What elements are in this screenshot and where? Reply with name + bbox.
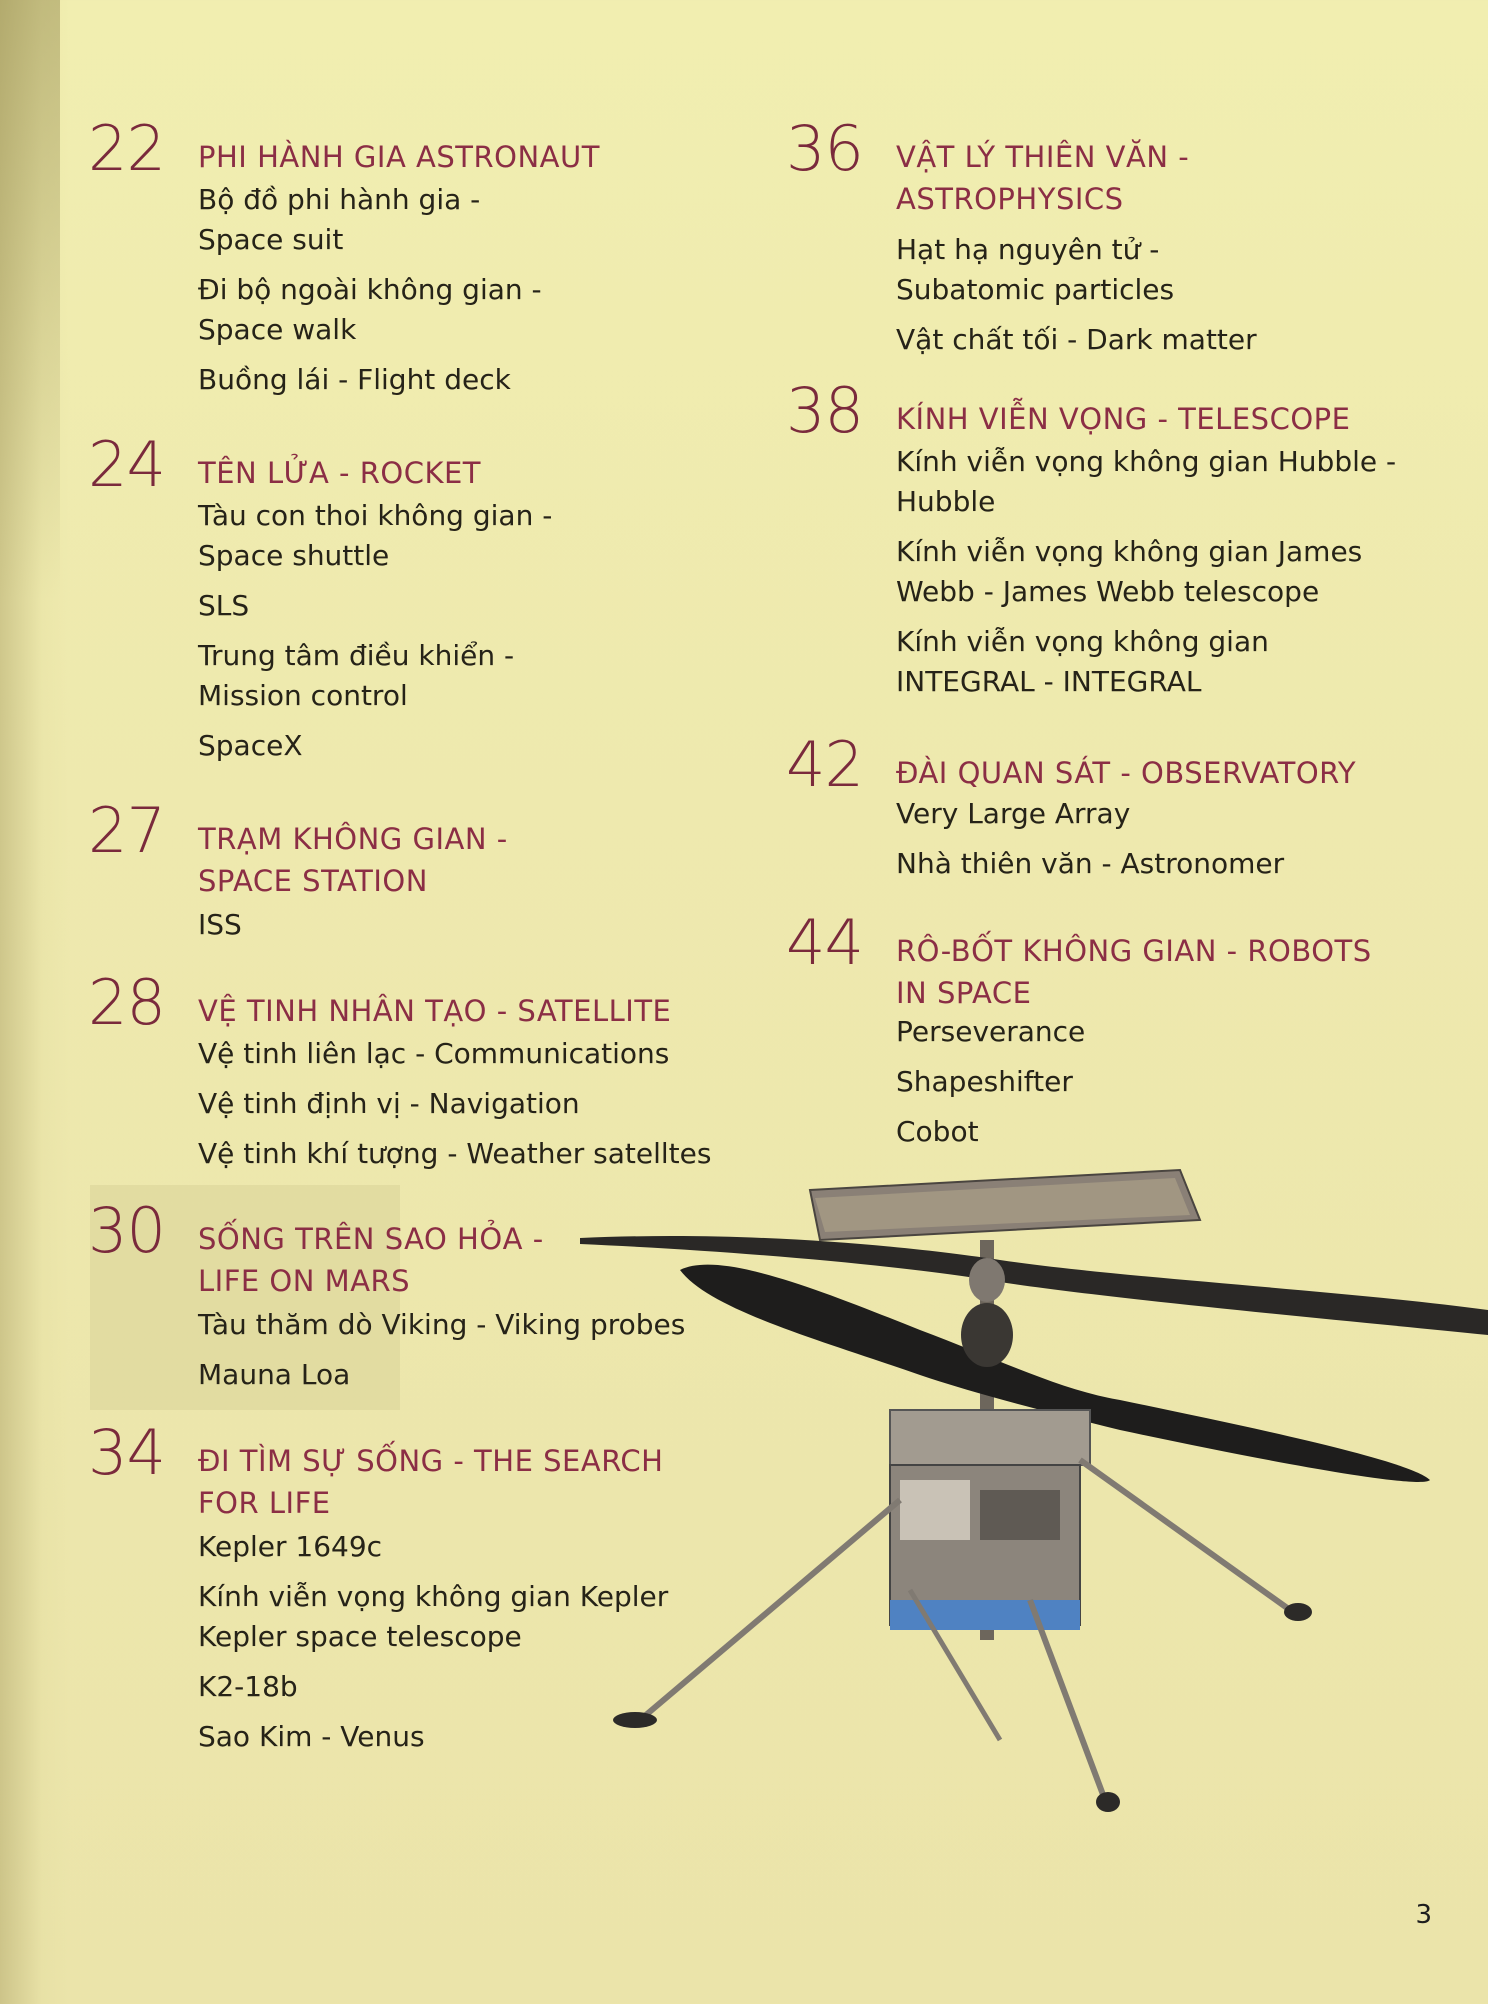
section-number: 27 [88, 794, 165, 867]
page-gutter-shadow-top [0, 0, 60, 600]
section-items [198, 905, 798, 955]
toc-item: Kính viễn vọng không gian Hubble - Hubble [896, 445, 1397, 518]
section-number: 22 [88, 112, 165, 185]
toc-item: Trung tâm điều khiển - Mission control [198, 639, 515, 712]
section-heading: TÊN LỬA - ROCKET [198, 456, 482, 490]
section-heading: TRẠM KHÔNG GIAN - SPACE STATION [198, 822, 508, 898]
toc-item: Kính viễn vọng không gian Kepler Kepler space telescope [198, 1580, 669, 1653]
toc-item: Mauna Loa [198, 1358, 351, 1391]
toc-item: Tàu thăm dò Viking - Viking probes [198, 1308, 686, 1341]
toc-item: Kính viễn vọng không gian James Webb - James Webb telescope [896, 535, 1363, 608]
section-number: 36 [786, 112, 863, 185]
section-items [896, 230, 1488, 370]
section-heading: KÍNH VIỄN VỌNG - TELESCOPE [896, 402, 1351, 436]
toc-item: Nhà thiên văn - Astronomer [896, 847, 1285, 880]
section-heading: ĐI TÌM SỰ SỐNG - THE SEARCH FOR LIFE [198, 1444, 664, 1520]
section-number: 44 [786, 906, 863, 979]
section-heading: VẬT LÝ THIÊN VĂN - ASTROPHYSICS [896, 140, 1190, 216]
toc-item: SLS [198, 589, 250, 622]
section-heading: PHI HÀNH GIA ASTRONAUT [198, 140, 600, 174]
mars-helicopter-image [560, 1160, 1488, 1850]
section-number: 30 [88, 1194, 165, 1267]
toc-item: K2-18b [198, 1670, 298, 1703]
section-items [896, 442, 1488, 712]
toc-item: Cobot [896, 1115, 979, 1148]
toc-item: Tàu con thoi không gian - Space shuttle [198, 499, 553, 572]
section-number: 34 [88, 1416, 165, 1489]
section-items [198, 180, 798, 410]
toc-item: Bộ đồ phi hành gia - Space suit [198, 183, 481, 256]
section-number: 28 [88, 966, 165, 1039]
toc-item: Vệ tinh liên lạc - Communications [198, 1037, 670, 1070]
section-items [198, 496, 798, 776]
toc-item: Perseverance [896, 1015, 1086, 1048]
toc-item: Vật chất tối - Dark matter [896, 323, 1257, 356]
toc-item: SpaceX [198, 729, 303, 762]
toc-item: Hạt hạ nguyên tử - Subatomic particles [896, 233, 1175, 306]
section-number: 42 [786, 728, 863, 801]
toc-item: Kepler 1649c [198, 1530, 383, 1563]
section-heading: RÔ-BỐT KHÔNG GIAN - ROBOTS IN SPACE [896, 934, 1372, 1010]
section-heading: ĐÀI QUAN SÁT - OBSERVATORY [896, 756, 1357, 790]
toc-item: Very Large Array [896, 797, 1131, 830]
toc-item: Vệ tinh định vị - Navigation [198, 1087, 580, 1120]
toc-item: Đi bộ ngoài không gian - Space walk [198, 273, 542, 346]
section-heading: SỐNG TRÊN SAO HỎA - LIFE ON MARS [198, 1222, 544, 1298]
toc-item: Buồng lái - Flight deck [198, 363, 511, 396]
section-heading: VỆ TINH NHÂN TẠO - SATELLITE [198, 994, 672, 1028]
toc-item: Kính viễn vọng không gian INTEGRAL - INTEGRAL [896, 625, 1269, 698]
section-number: 24 [88, 428, 165, 501]
toc-item: ISS [198, 908, 242, 941]
toc-item: Vệ tinh khí tượng - Weather satelltes [198, 1137, 712, 1170]
section-number: 38 [786, 374, 863, 447]
section-items [896, 1012, 1488, 1162]
section-items [896, 794, 1488, 894]
toc-item: Sao Kim - Venus [198, 1720, 425, 1753]
page-number: 3 [1415, 1900, 1432, 1930]
toc-item: Shapeshifter [896, 1065, 1073, 1098]
